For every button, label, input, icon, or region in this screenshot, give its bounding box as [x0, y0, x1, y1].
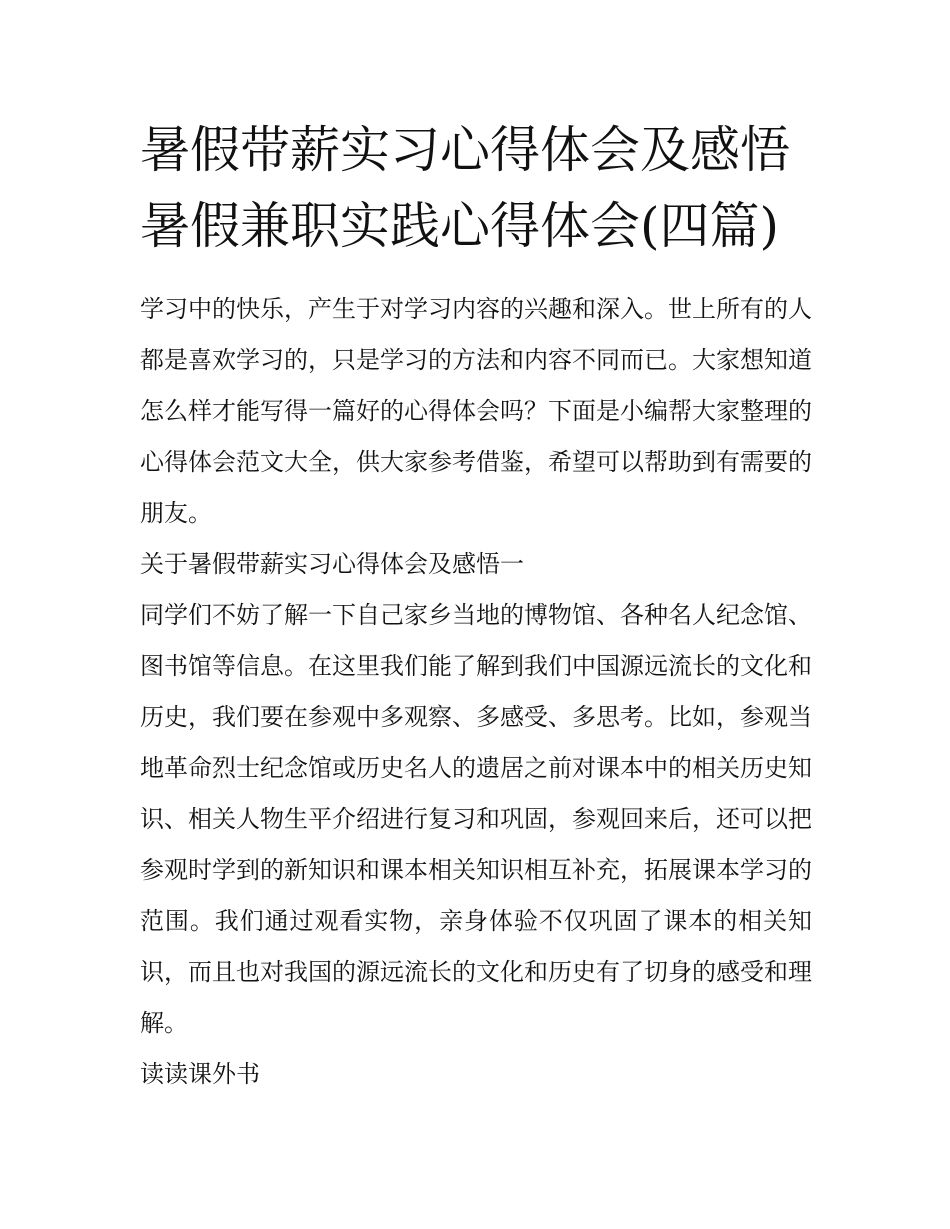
- intro-paragraph: 学习中的快乐，产生于对学习内容的兴趣和深入。世上所有的人都是喜欢学习的，只是学习的方法和内容不同而已。大家想知道怎么样才能写得一篇好的心得体会吗？下面是小编帮大家整理的心得体会范文大全，供大家参考借鉴，希望可以帮助到有需要的朋友。: [140, 295, 812, 527]
- title-line-1: 暑假带薪实习心得体会及感悟: [140, 121, 790, 179]
- subheading: 读读课外书: [140, 1060, 260, 1088]
- document-page: [140, 112, 812, 1100]
- title-line-2: 暑假兼职实践心得体会(四篇): [140, 197, 780, 255]
- section-heading: 关于暑假带薪实习心得体会及感悟一: [140, 550, 524, 578]
- section-paragraph: 同学们不妨了解一下自己家乡当地的博物馆、各种名人纪念馆、图书馆等信息。在这里我们能了解到我们中国源远流长的文化和历史，我们要在参观中多观察、多感受、多思考。比如，参观当地革命烈士纪念馆或历史名人的遗居之前对课本中的相关历史知识、相关人物生平介绍进行复习和巩固，参观回来后，还可以把参观时学到的新知识和课本相关知识相互补充，拓展课本学习的范围。我们通过观看实物，亲身体验不仅巩固了课本的相关知识，而且也对我国的源远流长的文化和历史有了切身的感受和理解。: [140, 601, 812, 1037]
- document-title: [140, 112, 812, 264]
